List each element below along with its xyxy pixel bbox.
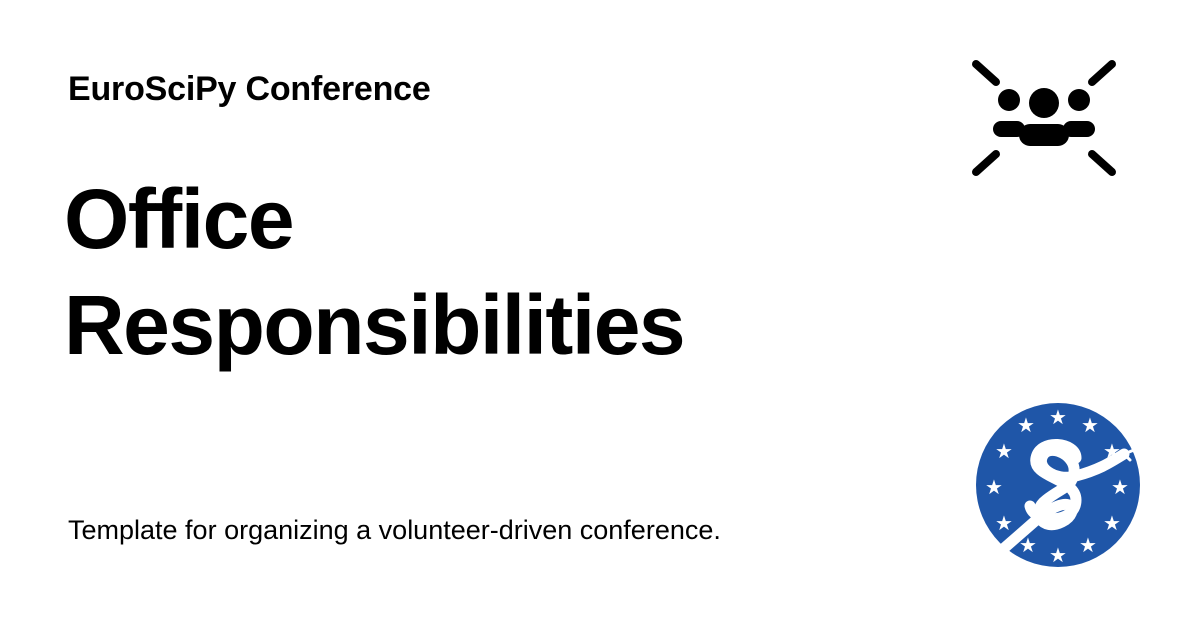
group-people-icon bbox=[968, 56, 1120, 180]
svg-text:★: ★ bbox=[995, 511, 1013, 535]
page-description: Template for organizing a volunteer-driven conference. bbox=[68, 515, 721, 545]
svg-text:★: ★ bbox=[1111, 475, 1129, 499]
svg-text:★: ★ bbox=[1049, 405, 1067, 429]
page-title bbox=[64, 166, 884, 378]
svg-text:★: ★ bbox=[995, 439, 1013, 463]
site-name: EuroSciPy Conference bbox=[68, 70, 431, 108]
page-title-line-2: Responsibilities bbox=[64, 278, 685, 372]
svg-text:★: ★ bbox=[1103, 511, 1121, 535]
svg-text:★: ★ bbox=[1049, 543, 1067, 567]
svg-text:★: ★ bbox=[1079, 533, 1097, 557]
svg-text:★: ★ bbox=[1103, 439, 1121, 463]
svg-text:★: ★ bbox=[1081, 413, 1099, 437]
page-title-line-1: Office bbox=[64, 172, 294, 266]
euroscipy-logo bbox=[972, 402, 1152, 568]
svg-text:★: ★ bbox=[985, 475, 1003, 499]
svg-text:★: ★ bbox=[1017, 413, 1035, 437]
svg-text:★: ★ bbox=[1019, 533, 1037, 557]
